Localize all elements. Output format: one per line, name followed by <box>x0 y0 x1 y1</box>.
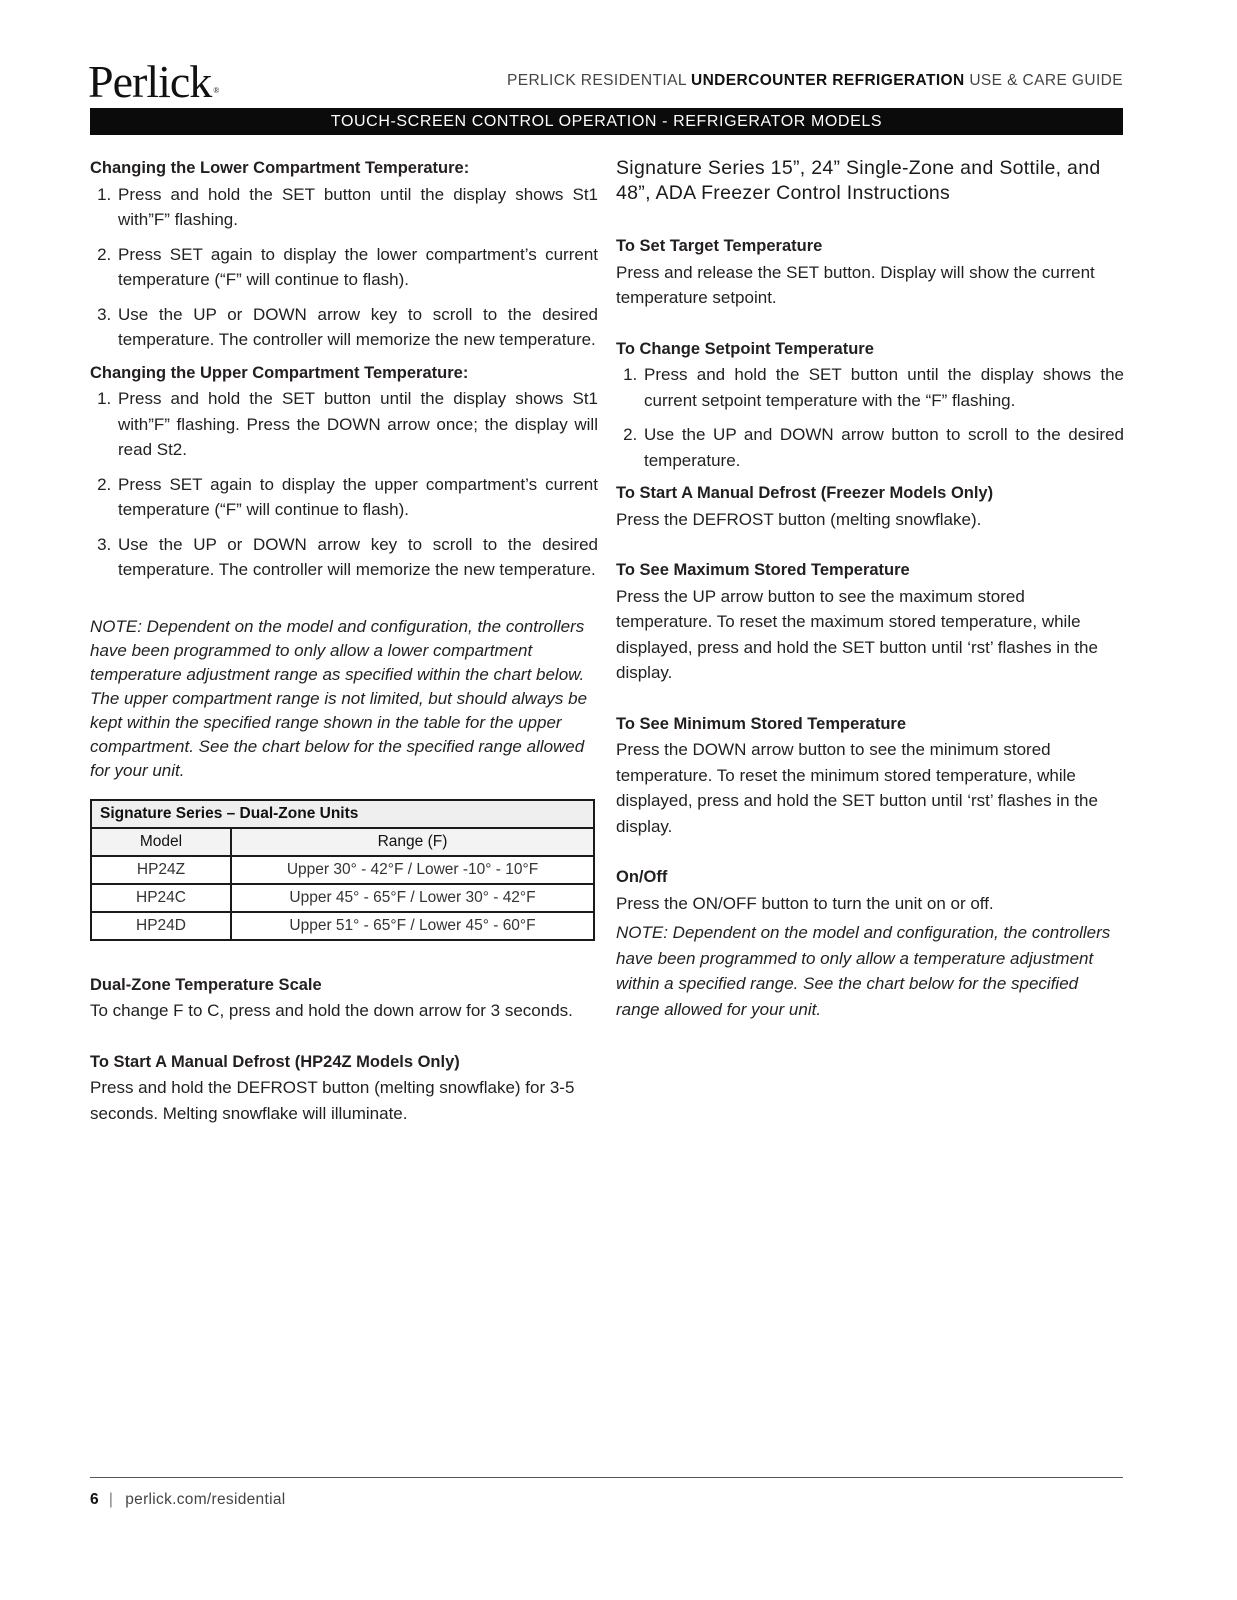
freezer-instructions-title: Signature Series 15”, 24” Single-Zone and Sottile, and 48”, ADA Freezer Control Instructions <box>616 157 1101 204</box>
table-row <box>91 884 594 912</box>
upper-heading: Changing the Upper Compartment Temperature: <box>90 363 469 382</box>
table-cell-model: HP24C <box>91 884 231 912</box>
min-temp-heading: To See Minimum Stored Temperature <box>616 714 907 733</box>
list-item: 1. Press and hold the SET button until the display shows the current setpoint temperature with the “F” flashing. <box>642 362 1124 413</box>
lower-heading: Changing the Lower Compartment Temperature: <box>90 159 470 177</box>
list-item: 1. Press and hold the SET button until the display shows St1 with”F” flashing. <box>116 182 598 233</box>
section-banner: TOUCH-SCREEN CONTROL OPERATION - REFRIGERATOR MODELS <box>90 108 1123 135</box>
right-column <box>616 156 1124 1022</box>
freezer-defrost-heading: To Start A Manual Defrost (Freezer Models Only) <box>616 484 994 502</box>
table-cell-range: Upper 30° - 42°F / Lower -10° - 10°F <box>231 856 594 884</box>
footer-separator: | <box>108 1491 114 1508</box>
max-temp-heading: To See Maximum Stored Temperature <box>616 561 910 579</box>
list-item: 3. Use the UP or DOWN arrow key to scroll to the desired temperature. The controller will memorize the new temperature. <box>116 302 598 353</box>
perlick-logo: Perlick ® <box>88 56 219 107</box>
max-temp-text: Press the UP arrow button to see the maximum stored temperature. To reset the maximum stored temperature, while displayed, press and hold the SET button until ‘rst’ flashes in the display. <box>616 586 1098 682</box>
list-item: 3. Use the UP or DOWN arrow key to scroll to the desired temperature. The controller will memorize the new temperature. <box>116 532 598 583</box>
dual-zone-table <box>90 799 595 941</box>
list-item: 2. Press SET again to display the upper compartment’s current temperature (“F” will continue to flash). <box>116 472 598 523</box>
left-column <box>90 156 598 1126</box>
freezer-defrost-text: Press the DEFROST button (melting snowflake). <box>616 509 982 529</box>
target-heading: To Set Target Temperature <box>616 237 823 255</box>
note-freezer: NOTE: Dependent on the model and configuration, the controllers have been programmed to only allow a temperature adjustment within a specified range. See the chart below for the specified range allowed for your unit. <box>616 923 1111 1019</box>
table-row <box>91 912 594 940</box>
guide-title: PERLICK RESIDENTIAL UNDERCOUNTER REFRIGERATION USE & CARE GUIDE <box>506 72 1123 89</box>
scale-text: To change F to C, press and hold the down arrow for 3 seconds. <box>90 1001 573 1020</box>
change-steps <box>616 362 1124 473</box>
defrost-text: Press and hold the DEFROST button (melting snowflake) for 3-5 seconds. Melting snowflake will illuminate. <box>90 1078 575 1123</box>
table-cell-model: HP24Z <box>91 856 231 884</box>
table-cell-range: Upper 51° - 65°F / Lower 45° - 60°F <box>231 912 594 940</box>
table-cell-range: Upper 45° - 65°F / Lower 30° - 42°F <box>231 884 594 912</box>
table-cell-model: HP24D <box>91 912 231 940</box>
footer-url: perlick.com/residential <box>125 1491 286 1508</box>
target-text: Press and release the SET button. Display will show the current temperature setpoint. <box>616 262 1095 307</box>
list-item: 1. Press and hold the SET button until the display shows St1 with”F” flashing. Press the DOWN arrow once; the display will read St2. <box>116 386 598 463</box>
change-heading: To Change Setpoint Temperature <box>616 339 874 358</box>
onoff-heading: On/Off <box>616 868 668 886</box>
min-temp-text: Press the DOWN arrow button to see the minimum stored temperature. To reset the minimum stored temperature, while displayed, press and hold the SET button until ‘rst’ flashes in the display. <box>616 740 1098 836</box>
table-row <box>91 856 594 884</box>
upper-steps <box>90 386 598 583</box>
list-item: 2. Press SET again to display the lower compartment’s current temperature (“F” will continue to flash). <box>116 242 598 293</box>
page-number: 6 <box>90 1491 99 1508</box>
onoff-text: Press the ON/OFF button to turn the unit on or off. <box>616 893 994 913</box>
column-header-model: Model <box>91 828 231 856</box>
column-header-range: Range (F) <box>231 828 594 856</box>
defrost-heading: To Start A Manual Defrost (HP24Z Models Only) <box>90 1052 460 1071</box>
note-dual-zone: NOTE: Dependent on the model and configuration, the controllers have been programmed to only allow a lower compartment temperature adjustment range as specified within the chart below. The upper compartment range is not limited, but should always be kept within the specified range shown in the table for the upper compartment. See the chart below for the specified range allowed for your unit. <box>90 616 588 780</box>
table-caption: Signature Series – Dual-Zone Units <box>91 800 594 828</box>
lower-steps <box>90 182 598 353</box>
footer <box>90 1491 286 1509</box>
scale-heading: Dual-Zone Temperature Scale <box>90 975 322 994</box>
footer-divider <box>90 1477 1123 1478</box>
list-item: 2. Use the UP and DOWN arrow button to scroll to the desired temperature. <box>642 422 1124 473</box>
